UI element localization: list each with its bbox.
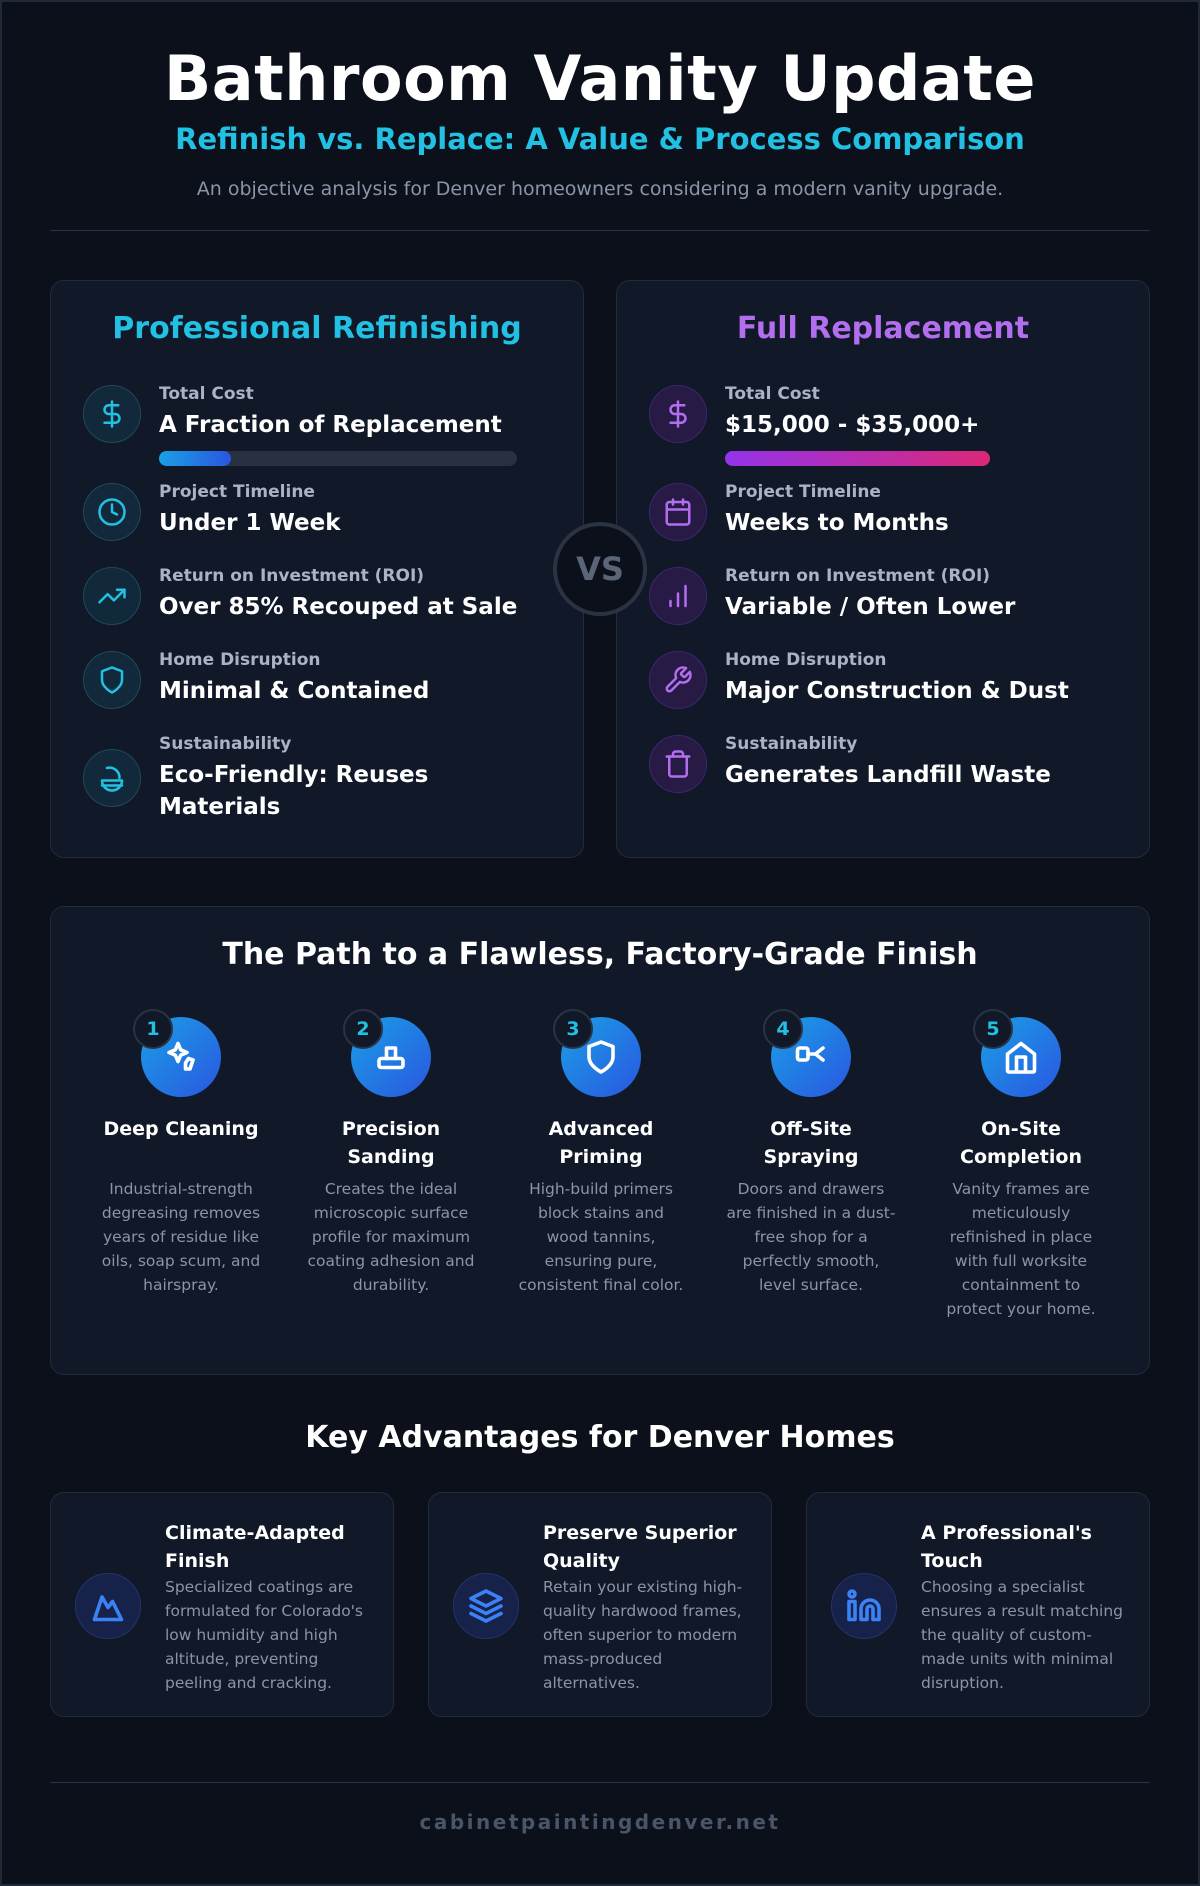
metric-label: Home Disruption xyxy=(159,650,321,670)
cost-bar-fill xyxy=(159,451,231,466)
metric-label: Project Timeline xyxy=(725,482,881,502)
advantage-card-2 xyxy=(428,1492,772,1717)
trash-icon xyxy=(649,735,707,793)
step-number: 2 xyxy=(343,1009,383,1049)
advantage-title: Climate-Adapted Finish xyxy=(165,1522,345,1572)
step-name: Advanced Priming xyxy=(548,1118,654,1168)
refinishing-card xyxy=(50,280,584,858)
metric-value: A Fraction of Replacement xyxy=(159,412,502,438)
metric-value: Major Construction & Dust xyxy=(725,678,1069,704)
footer-divider xyxy=(50,1782,1150,1783)
step-description: High-build primers block stains and wood tannins, ensuring pure, consistent final color. xyxy=(518,1180,684,1294)
header-divider xyxy=(50,230,1150,231)
metric-value: Variable / Often Lower xyxy=(725,594,1016,620)
step-number: 5 xyxy=(973,1009,1013,1049)
vs-badge: VS xyxy=(553,522,647,616)
step-description: Creates the ideal microscopic surface profile for maximum coating adhesion and durability. xyxy=(307,1180,475,1294)
metric-label: Project Timeline xyxy=(159,482,315,502)
bar-chart-icon xyxy=(649,567,707,625)
shield-icon xyxy=(83,651,141,709)
step-name: Precision Sanding xyxy=(341,1118,441,1168)
leaf-icon xyxy=(83,749,141,807)
replacement-card xyxy=(616,280,1150,858)
step-number: 3 xyxy=(553,1009,593,1049)
process-title: The Path to a Flawless, Factory-Grade Finish xyxy=(222,937,978,972)
advantages-title: Key Advantages for Denver Homes xyxy=(305,1420,895,1455)
advantage-description: Choosing a specialist ensures a result matching the quality of custom-made units with minimal disruption. xyxy=(921,1578,1124,1692)
metric-value: Generates Landfill Waste xyxy=(725,762,1051,788)
metric-value: Eco-Friendly: Reuses Materials xyxy=(159,762,429,820)
metric-label: Total Cost xyxy=(159,384,254,404)
footer-site[interactable]: cabinetpaintingdenver.net xyxy=(419,1810,781,1834)
page-title: Bathroom Vanity Update xyxy=(164,42,1036,115)
wrench-icon xyxy=(649,651,707,709)
step-name: Deep Cleaning xyxy=(103,1118,259,1140)
page-subtitle: Refinish vs. Replace: A Value & Process Comparison xyxy=(175,122,1025,156)
calendar-icon xyxy=(649,483,707,541)
advantage-description: Specialized coatings are formulated for Colorado's low humidity and high altitude, preventing peeling and cracking. xyxy=(165,1578,364,1692)
metric-value: Weeks to Months xyxy=(725,510,949,536)
dollar-icon xyxy=(649,385,707,443)
advantage-description: Retain your existing high-quality hardwood frames, often superior to modern mass-produced alternatives. xyxy=(543,1578,743,1692)
dollar-icon xyxy=(83,385,141,443)
layers-icon xyxy=(453,1573,519,1639)
trending-up-icon xyxy=(83,567,141,625)
advantage-card-1 xyxy=(50,1492,394,1717)
advantage-card-3 xyxy=(806,1492,1150,1717)
metric-label: Return on Investment (ROI) xyxy=(159,566,425,586)
step-number: 4 xyxy=(763,1009,803,1049)
clock-icon xyxy=(83,483,141,541)
metric-label: Return on Investment (ROI) xyxy=(725,566,991,586)
step-description: Industrial-strength degreasing removes years of residue like oils, soap scum, and hairspray. xyxy=(101,1180,261,1294)
advantage-title: A Professional's Touch xyxy=(921,1522,1092,1572)
step-description: Doors and drawers are finished in a dust-free shop for a perfectly smooth, level surface. xyxy=(726,1180,896,1294)
mountain-icon xyxy=(75,1573,141,1639)
cost-bar-fill xyxy=(725,451,990,466)
metric-value: Under 1 Week xyxy=(159,510,341,536)
metric-label: Total Cost xyxy=(725,384,820,404)
linkedin-icon xyxy=(831,1573,897,1639)
header xyxy=(0,40,1200,202)
metric-label: Sustainability xyxy=(725,734,858,754)
metric-value: Over 85% Recouped at Sale xyxy=(159,594,518,620)
metric-value: $15,000 - $35,000+ xyxy=(725,412,980,438)
refinishing-title: Professional Refinishing xyxy=(112,311,522,346)
metric-label: Sustainability xyxy=(159,734,292,754)
intro-text: An objective analysis for Denver homeowners considering a modern vanity upgrade. xyxy=(196,178,1004,200)
metric-value: Minimal & Contained xyxy=(159,678,430,704)
step-name: On-Site Completion xyxy=(960,1118,1082,1168)
metric-label: Home Disruption xyxy=(725,650,887,670)
replacement-title: Full Replacement xyxy=(736,311,1030,346)
cost-bar xyxy=(725,451,990,466)
cost-bar xyxy=(159,451,517,466)
process-card xyxy=(50,906,1150,1375)
step-description: Vanity frames are meticulously refinished in place with full worksite containment to protect your home. xyxy=(946,1180,1096,1318)
step-name: Off-Site Spraying xyxy=(763,1118,859,1168)
step-number: 1 xyxy=(133,1009,173,1049)
advantage-title: Preserve Superior Quality xyxy=(543,1522,737,1572)
